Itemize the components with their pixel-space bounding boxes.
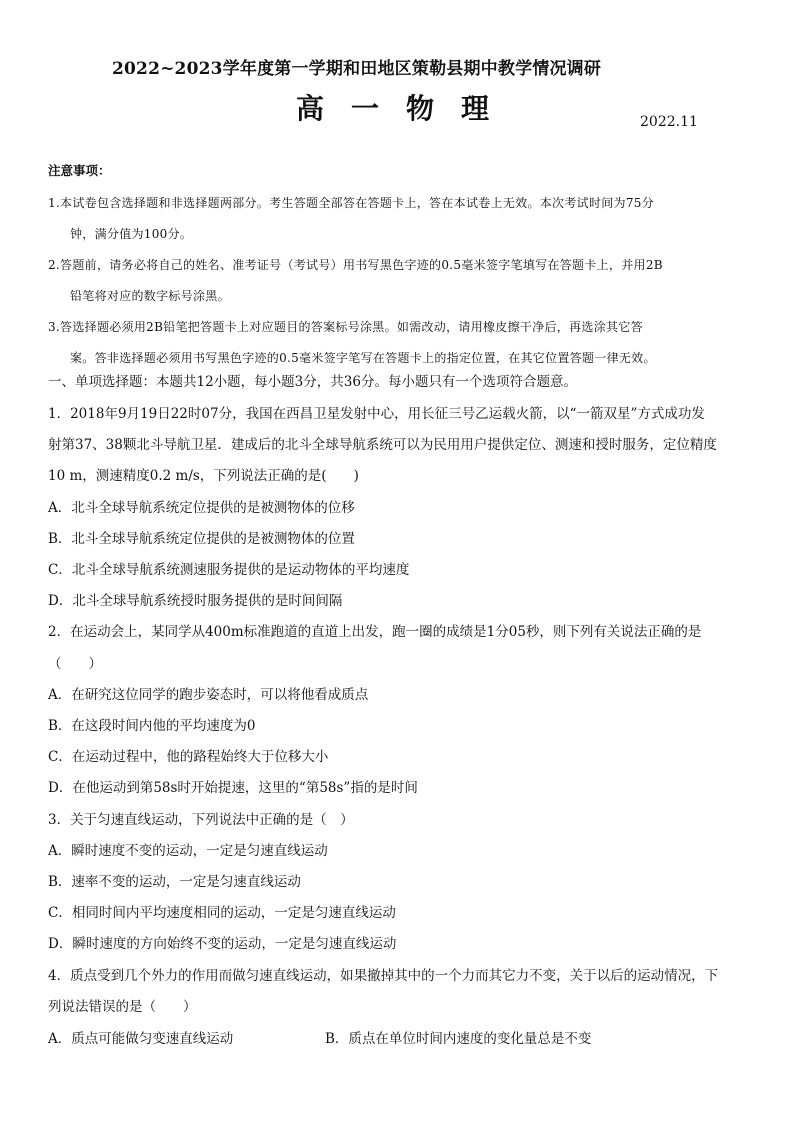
notice-heading: 注意事项： (48, 163, 111, 178)
notice-item-2-line-1: 2.答题前，请务必将自己的姓名、准考证号（考试号）用书写黑色字迹的0.5毫米签字笔填写在答题卡上，并用2B (48, 258, 663, 272)
question-3-option-d: D．瞬时速度的方向始终不变的运动，一定是匀速直线运动 (48, 936, 397, 952)
question-1-option-a: A．北斗全球导航系统定位提供的是被测物体的位移 (48, 500, 355, 516)
notice-item-3-line-2: 案。答非选择题必须用书写黑色字迹的0.5毫米签字笔写在答题卡上的指定位置，在其它位置答题一律无效。 (70, 351, 656, 365)
question-2-option-a: A．在研究这位同学的跑步姿态时，可以将他看成质点 (48, 687, 369, 703)
question-2-line-1: 2．在运动会上，某同学从400m标准跑道的直道上出发，跑一圈的成绩是1分05秒，则下列有关说法正确的是 (48, 624, 702, 640)
notice-item-2-line-2: 铅笔将对应的数字标号涂黑。 (70, 289, 230, 303)
section-1-title: 一、单项选择题：本题共12小题，每小题3分，共36分。每小题只有一个选项符合题意。 (48, 374, 577, 390)
notice-item-1-line-2: 钟，满分值为100分。 (70, 227, 193, 241)
question-2-line-2: （ ） (48, 656, 102, 672)
exam-date: 2022.11 (640, 114, 698, 130)
question-4-option-a: A．质点可能做匀变速直线运动 (48, 1031, 234, 1047)
question-1-option-c: C．北斗全球导航系统测速服务提供的是运动物体的平均速度 (48, 562, 410, 578)
question-3-option-b: B．速率不变的运动，一定是匀速直线运动 (48, 874, 301, 890)
question-2-option-b: B．在这段时间内他的平均速度为0 (48, 718, 256, 734)
question-3-option-a: A．瞬时速度不变的运动，一定是匀速直线运动 (48, 843, 328, 859)
subject-title: 高一物理 (296, 92, 517, 125)
question-4-option-b: B．质点在单位时间内速度的变化量总是不变 (325, 1031, 592, 1047)
question-1-line-1: 1．2018年9月19日22时07分，我国在西昌卫星发射中心，用长征三号乙运载火箭，以“一箭双星”方式成功发 (48, 406, 705, 422)
question-3-option-c: C．相同时间内平均速度相同的运动，一定是匀速直线运动 (48, 905, 396, 921)
notice-item-1-line-1: 1.本试卷包含选择题和非选择题两部分。考生答题全部答在答题卡上，答在本试卷上无效。本次考试时间为75分 (48, 196, 655, 210)
question-1-option-b: B．北斗全球导航系统定位提供的是被测物体的位置 (48, 531, 355, 547)
question-4-line-2: 列说法错误的是（ ） (48, 999, 197, 1015)
question-1-line-2: 射第37、38颗北斗导航卫星．建成后的北斗全球导航系统可以为民用用户提供定位、测速和授时服务，定位精度 (48, 437, 717, 453)
notice-item-3-line-1: 3.答选择题必须用2B铅笔把答题卡上对应题目的答案标号涂黑。如需改动，请用橡皮擦干净后，再选涂其它答 (48, 320, 643, 334)
question-4-line-1: 4．质点受到几个外力的作用而做匀速直线运动，如果撤掉其中的一个力而其它力不变，关于以后的运动情况，下 (48, 968, 719, 984)
question-2-option-c: C．在运动过程中，他的路程始终大于位移大小 (48, 749, 329, 765)
question-3-line-1: 3．关于匀速直线运动，下列说法中正确的是（ ） (48, 812, 354, 828)
question-1-line-3: 10 m，测速精度0.2 m/s，下列说法正确的是( ) (48, 468, 359, 484)
question-2-option-d: D．在他运动到第58s时开始提速，这里的“第58s”指的是时间 (48, 780, 418, 796)
exam-title: 2022~2023学年度第一学期和田地区策勒县期中教学情况调研 (112, 59, 602, 79)
question-1-option-d: D．北斗全球导航系统授时服务提供的是时间间隔 (48, 593, 343, 609)
